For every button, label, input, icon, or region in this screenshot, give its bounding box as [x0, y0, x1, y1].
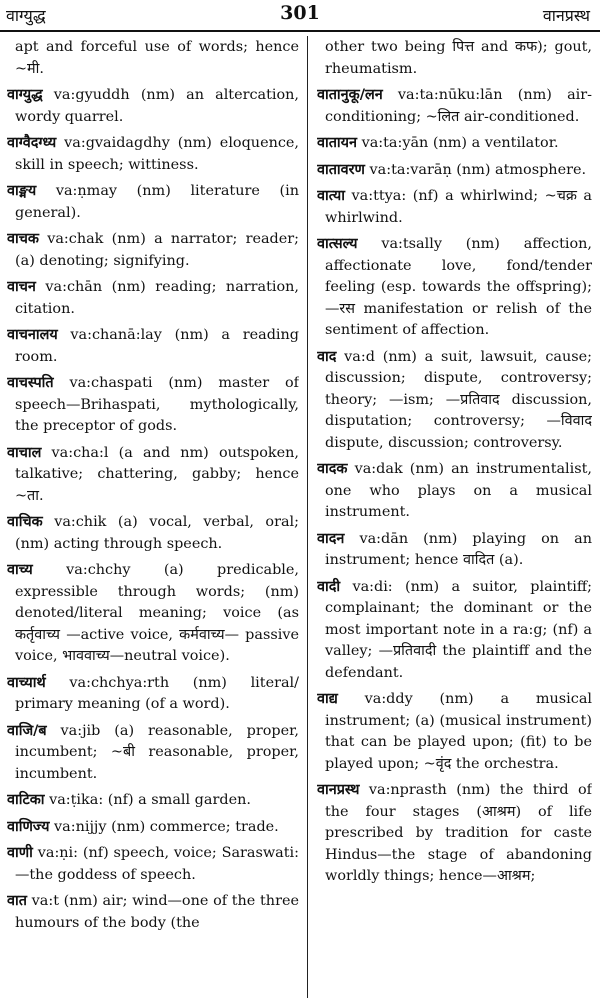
entry-definition: va:chanā:lay (nm) a reading room. — [15, 327, 299, 365]
dictionary-entry — [7, 816, 299, 839]
dictionary-entry — [7, 372, 299, 438]
dictionary-entry — [317, 159, 592, 182]
entry-definition: apt and forceful use of words; hence ~मी. — [15, 39, 299, 77]
entry-headword: वाङ्मय — [7, 182, 37, 199]
dictionary-entry — [7, 132, 299, 176]
entry-headword: वाद — [317, 347, 337, 365]
entry-headword: वाग्वैदग्ध्य — [7, 134, 57, 151]
entry-headword: वाचस्पति — [7, 374, 54, 391]
entry-definition: va:nprasth (nm) the third of the four stages (आश्रम) of life prescribed by tradition for caste Hindus—the stage of abandoning worldly things; hence—आश्रम; — [325, 782, 592, 884]
dictionary-entry — [7, 324, 299, 368]
dictionary-entry — [317, 346, 592, 455]
entry-headword: वाटिका — [7, 791, 45, 808]
dictionary-entry — [317, 132, 592, 155]
entry-definition: va:tsally (nm) affection, affectionate love, fond/tender feeling (esp. towards the offspring); —रस manifestation or relish of the sentiment of affection. — [325, 236, 592, 338]
entry-definition: va:cha:l (a and nm) outspoken, talkative; chattering, gabby; hence ~ता. — [15, 444, 299, 504]
entry-headword: वात्सल्य — [317, 235, 358, 252]
entry-definition: va:ṇi: (nf) speech, voice; Saraswati:—the goddess of speech. — [15, 845, 299, 883]
entry-definition: va:chaspati (nm) master of speech—Brihaspati, mythologically, the preceptor of gods. — [15, 375, 299, 434]
dictionary-entry — [7, 84, 299, 128]
entry-headword: वाचन — [7, 278, 36, 295]
entry-headword: वात्या — [317, 187, 345, 204]
dictionary-entry — [7, 890, 299, 934]
dictionary-entry — [317, 458, 592, 524]
entry-definition: va:jib (a) reasonable, proper, incumbent; ~बी reasonable, proper, incumbent. — [15, 722, 299, 782]
entry-headword: वाचक — [7, 230, 39, 247]
entry-definition: va:chān (nm) reading; narration, citation. — [15, 279, 299, 317]
dictionary-entry — [317, 185, 592, 229]
dictionary-entry — [7, 559, 299, 668]
right-guide-word: वानप्रस्थ — [542, 6, 590, 25]
entry-headword: वादन — [317, 529, 345, 547]
entry-definition: va:ta:nūku:lān (nm) air-conditioning; ~लित air-conditioned. — [325, 87, 592, 125]
entry-definition: va:ta:varāṇ (nm) atmosphere. — [369, 161, 587, 178]
entry-headword: वाचिक — [7, 513, 43, 530]
entry-definition: va:gvaidagdhy (nm) eloquence, skill in speech; wittiness. — [15, 135, 299, 173]
dictionary-entry — [317, 528, 592, 572]
entry-definition: va:dān (nm) playing on an instrument; hence वादित (a). — [325, 530, 592, 568]
entry-definition: va:chak (nm) a narrator; reader; (a) denoting; signifying. — [15, 231, 299, 269]
dictionary-entry — [317, 84, 592, 128]
entry-headword: वाणी — [7, 844, 33, 861]
dictionary-entry — [7, 276, 299, 320]
entry-headword: वाद्य — [317, 690, 338, 707]
entry-definition: other two being पित्त and कफ); gout, rheumatism. — [325, 39, 592, 77]
entry-headword: वादी — [317, 577, 341, 595]
entry-headword: वानप्रस्थ — [317, 781, 360, 798]
entry-definition: va:gyuddh (nm) an altercation, wordy quarrel. — [15, 87, 299, 125]
entry-definition: va:ṭika: (nf) a small garden. — [49, 792, 251, 808]
entry-definition: va:t (nm) air; wind—one of the three humours of the body (the — [15, 893, 299, 931]
entry-headword: वाजि/ब — [7, 721, 47, 739]
dictionary-entry — [7, 511, 299, 555]
entry-definition: va:dak (nm) an instrumentalist, one who plays on a musical instrument. — [325, 461, 592, 520]
dictionary-entry — [317, 779, 592, 888]
entry-headword: वातायन — [317, 134, 357, 151]
dictionary-entry — [317, 576, 592, 685]
entry-headword: वाणिज्य — [7, 817, 50, 835]
dictionary-entry — [7, 842, 299, 886]
dictionary-entry — [7, 720, 299, 786]
column-divider — [307, 36, 308, 998]
dictionary-entry — [317, 688, 592, 775]
left-guide-word: वाग्युद्ध — [6, 6, 46, 25]
entry-definition: va:nijjy (nm) commerce; trade. — [54, 818, 279, 835]
entry-headword: वातानुकू/लन — [317, 86, 383, 103]
entry-headword: वाग्युद्ध — [7, 86, 43, 103]
right-column — [317, 37, 592, 1002]
entry-headword: वाचाल — [7, 443, 42, 461]
entry-definition: va:chchy (a) predicable, expressible through words; (nm) denoted/literal meaning; voice (as कर्तृवाच्य —active voice, कर्मवाच्य— passive voice, भाववाच्य—neutral voice). — [15, 562, 299, 664]
entry-headword: वात — [7, 892, 27, 909]
entry-definition: va:chik (a) vocal, verbal, oral; (nm) acting through speech. — [15, 514, 299, 552]
page-header — [0, 0, 600, 32]
dictionary-entry — [7, 37, 299, 80]
dictionary-entry — [7, 228, 299, 272]
entry-definition: va:chchya:rth (nm) literal/ primary meaning (of a word). — [15, 674, 299, 712]
entry-headword: वाच्यार्थ — [7, 673, 46, 691]
entry-definition: va:ttya: (nf) a whirlwind; ~चक्र a whirlwind. — [325, 188, 592, 226]
entry-headword: वातावरण — [317, 160, 365, 178]
entry-definition: va:di: (nm) a suitor, plaintiff; complainant; the dominant or the most important note in a ra:g; (nf) a valley; —प्रतिवादी the plaintiff and the defendant. — [325, 578, 592, 681]
dictionary-entry — [7, 672, 299, 716]
dictionary-entry — [317, 37, 592, 80]
dictionary-entry — [7, 789, 299, 812]
entry-headword: वाचनालय — [7, 326, 58, 343]
entry-definition: va:ta:yān (nm) a ventilator. — [361, 135, 559, 151]
entry-headword: वादक — [317, 460, 348, 477]
page-number: 301 — [280, 2, 320, 24]
dictionary-entry — [7, 442, 299, 508]
entry-definition: va:ṇmay (nm) literature (in general). — [15, 183, 299, 221]
dictionary-entry — [7, 180, 299, 224]
entry-headword: वाच्य — [7, 561, 33, 578]
entry-definition: va:ddy (nm) a musical instrument; (a) (musical instrument) that can be played upon; (fit) to be played upon; ~वृंद the orchestra. — [325, 691, 592, 772]
dictionary-entry — [317, 233, 592, 342]
entry-definition: va:d (nm) a suit, lawsuit, cause; discussion; dispute, controversy; theory; —ism; —प्रतिवाद discussion, disputation; controversy; —विवाद dispute, discussion; controversy. — [325, 348, 592, 451]
left-column — [7, 37, 299, 1002]
